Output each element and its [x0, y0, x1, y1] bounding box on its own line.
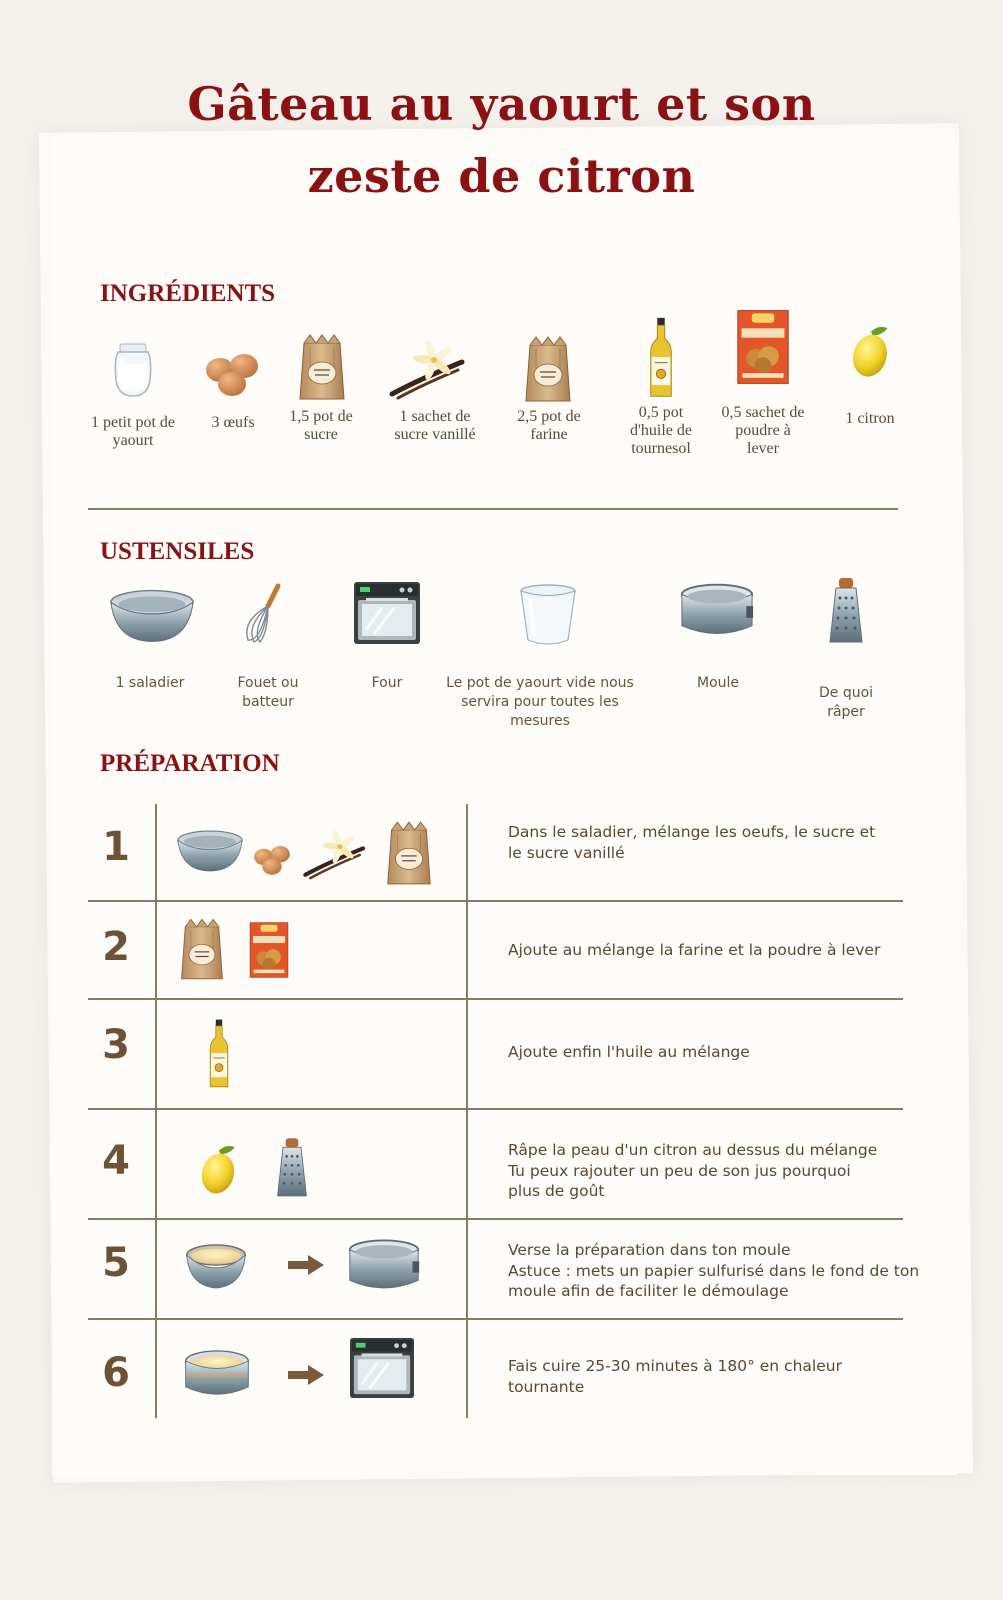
ingredient-label: 1 citron — [845, 410, 895, 427]
flour-bag-icon — [176, 916, 228, 984]
grater-icon — [274, 1136, 310, 1200]
vanilla-icon — [302, 830, 368, 880]
ingredient-label: 0,5 pot d'huile de tournesol — [630, 404, 692, 457]
step-instruction: Dans le saladier, mélange les oeufs, le sucre et le sucre vanillé — [508, 823, 876, 862]
step-number: 4 — [102, 1138, 130, 1184]
batter-bowl-icon — [184, 1240, 248, 1292]
arrow-right-icon — [286, 1254, 326, 1276]
oven-icon — [348, 1336, 416, 1400]
ingredient-label: 2,5 pot de farine — [517, 408, 581, 443]
lemon-icon — [196, 1142, 240, 1198]
table-row-divider — [88, 900, 903, 902]
sugar-bag-icon — [382, 818, 436, 890]
ingredient-label: 0,5 sachet de poudre à lever — [721, 404, 805, 457]
recipe-title-line-2: zeste de citron — [307, 149, 696, 203]
ingredient-label: 3 œufs — [211, 414, 255, 431]
table-column-divider — [466, 804, 468, 1418]
table-column-divider — [155, 804, 157, 1418]
utensil-label-whisk: Fouet ou batteur — [237, 675, 299, 710]
step-instruction: Verse la préparation dans ton moule Astuce : mets un papier sulfurisé dans le fond de ton moule afin de faciliter le démoulage — [508, 1241, 920, 1300]
step-instruction: Ajoute enfin l'huile au mélange — [508, 1043, 750, 1061]
oil-bottle-icon — [206, 1018, 232, 1090]
ingredients-heading: INGRÉDIENTS — [100, 280, 276, 307]
step-number: 3 — [102, 1022, 130, 1068]
yogurt-cup-icon — [518, 582, 578, 648]
utensil-label-yogurt-cup: Le pot de yaourt vide nous servira pour toutes les mesures — [446, 675, 634, 729]
utensil-label-oven: Four — [371, 675, 403, 691]
step-instruction: Ajoute au mélange la farine et la poudre à lever — [508, 941, 881, 959]
oil-bottle-icon — [646, 316, 676, 400]
recipe-title-line-1: Gâteau au yaourt et son — [187, 77, 816, 131]
utensil-label-grater: De quoi râper — [818, 685, 874, 720]
sugar-bag-icon — [294, 330, 350, 406]
eggs-icon — [200, 346, 264, 400]
cake-pan-icon — [678, 580, 756, 644]
ingredient-label: 1 petit pot de yaourt — [91, 414, 175, 449]
step-number: 2 — [102, 924, 130, 970]
vanilla-icon — [388, 340, 468, 400]
cake-pan-icon — [346, 1236, 422, 1298]
flour-bag-icon — [520, 334, 576, 406]
bowl-icon — [175, 828, 245, 874]
table-row-divider — [88, 1218, 903, 1220]
utensils-heading: USTENSILES — [100, 538, 255, 565]
baking-powder-icon — [735, 306, 791, 388]
eggs-icon — [250, 840, 294, 878]
step-instruction: Râpe la peau d'un citron au dessus du mélange Tu peux rajouter un peu de son jus pourquoi plus de goût — [508, 1141, 878, 1200]
table-row-divider — [88, 1318, 903, 1320]
step-number: 5 — [102, 1240, 130, 1286]
ingredient-label: 1,5 pot de sucre — [289, 408, 353, 443]
whisk-icon — [238, 582, 288, 646]
grater-icon — [826, 576, 866, 646]
arrow-right-icon — [286, 1364, 326, 1386]
step-instruction: Fais cuire 25-30 minutes à 180° en chaleur tournante — [508, 1357, 842, 1396]
utensil-label-bowl: 1 saladier — [115, 675, 185, 691]
lemon-icon — [847, 322, 893, 382]
preparation-heading: PRÉPARATION — [100, 750, 280, 777]
section-divider — [88, 508, 898, 510]
step-number: 1 — [102, 824, 130, 870]
utensil-label-cake-pan: Moule — [696, 675, 740, 691]
step-number: 6 — [102, 1350, 130, 1396]
table-row-divider — [88, 998, 903, 1000]
batter-pan-icon — [182, 1346, 252, 1402]
ingredient-label: 1 sachet de sucre vanillé — [394, 408, 476, 443]
oven-icon — [352, 580, 422, 646]
yogurt-jar-icon — [108, 340, 158, 400]
bowl-icon — [108, 586, 196, 646]
baking-powder-icon — [248, 920, 290, 980]
table-row-divider — [88, 1108, 903, 1110]
